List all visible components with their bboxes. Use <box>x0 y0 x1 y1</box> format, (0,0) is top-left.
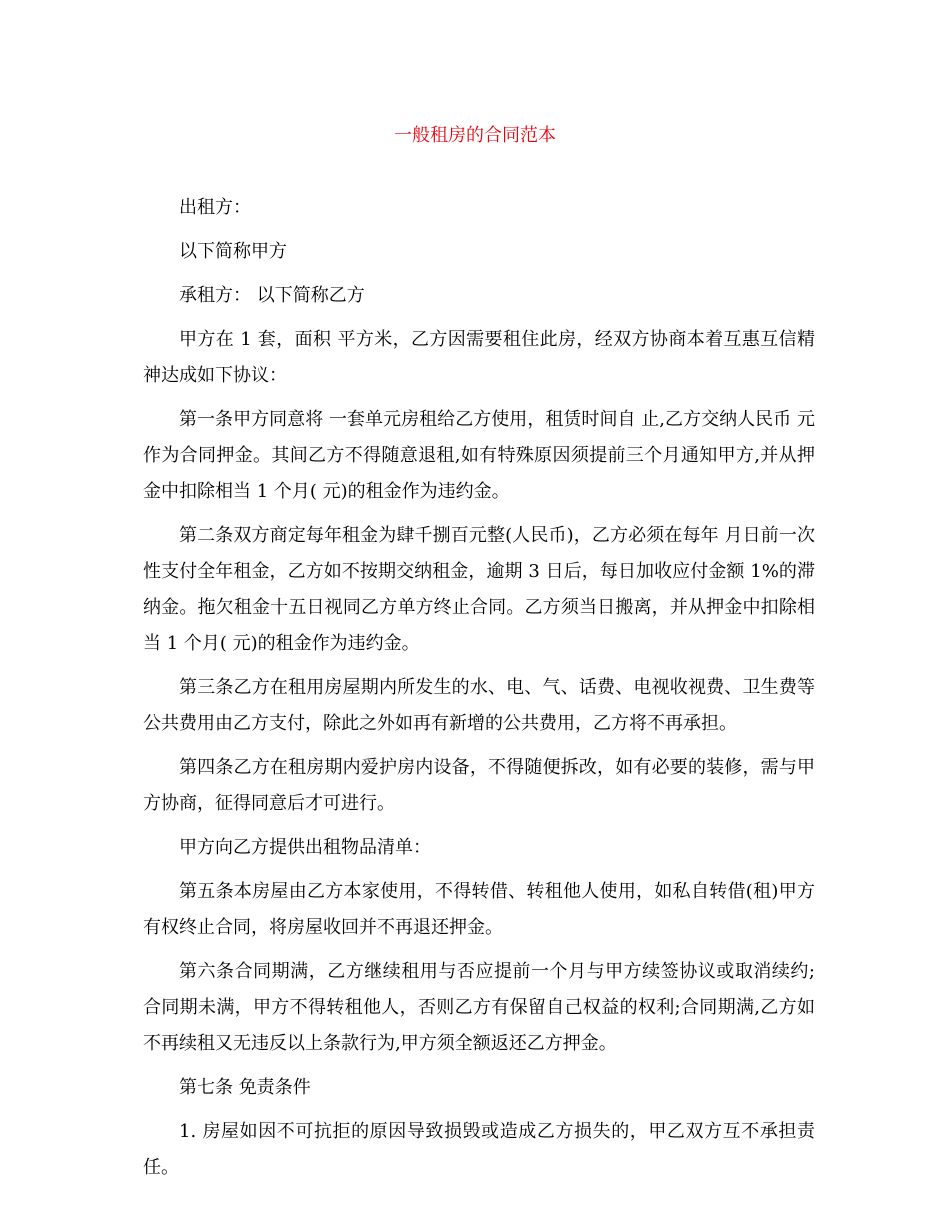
paragraph-article-7-heading: 第七条 免责条件 <box>179 1077 311 1098</box>
paragraph-party-a-note: 以下简称甲方 <box>179 241 287 262</box>
document-title: 一般租房的合同范本 <box>394 125 556 146</box>
paragraph-article-6: 第六条合同期满，乙方继续租用与否应提前一个月与甲方续签协议或取消续约;合同期未满，甲方不得转租他人，否则乙方有保留自己权益的权利;合同期满,乙方如不再续租又无违反以上条款行为,甲方须全额返还乙方押金。 <box>143 961 815 1054</box>
paragraph-item-list: 甲方向乙方提供出租物品清单： <box>179 837 431 858</box>
paragraph-article-7-item-1: 1. 房屋如因不可抗拒的原因导致损毁或造成乙方损失的，甲乙双方互不承担责任。 <box>143 1121 815 1178</box>
paragraph-preamble: 甲方在 1 套，面积 平方米，乙方因需要租住此房，经双方协商本着互惠互信精神达成如下协议： <box>143 329 815 386</box>
paragraph-lessor: 出租方： <box>179 197 251 218</box>
paragraph-article-4: 第四条乙方在租房期内爱护房内设备，不得随便拆改，如有必要的装修，需与甲方协商，征得同意后才可进行。 <box>143 757 815 814</box>
paragraph-article-3: 第三条乙方在租用房屋期内所发生的水、电、气、话费、电视收视费、卫生费等公共费用由乙方支付，除此之外如再有新增的公共费用，乙方将不再承担。 <box>143 677 815 734</box>
paragraph-article-1: 第一条甲方同意将 一套单元房租给乙方使用，租赁时间自 止,乙方交纳人民币 元作为合同押金。其间乙方不得随意退租,如有特殊原因须提前三个月通知甲方,并从押金中扣除相当 1 个月( 元)的租金作为违约金。 <box>143 409 815 502</box>
paragraph-article-5: 第五条本房屋由乙方本家使用，不得转借、转租他人使用，如私自转借(租)甲方有权终止合同，将房屋收回并不再退还押金。 <box>143 881 815 938</box>
document-body <box>143 190 815 1194</box>
paragraph-article-2: 第二条双方商定每年租金为肆千捌百元整(人民币)，乙方必须在每年 月日前一次性支付全年租金，乙方如不按期交纳租金，逾期 3 日后，每日加收应付金额 1%的滞纳金。拖欠租金十五日视同乙方单方终止合同。乙方须当日搬离，并从押金中扣除相当 1 个月( 元)的租金作为违约金。 <box>143 525 815 654</box>
paragraph-lessee: 承租方： 以下简称乙方 <box>179 285 365 306</box>
